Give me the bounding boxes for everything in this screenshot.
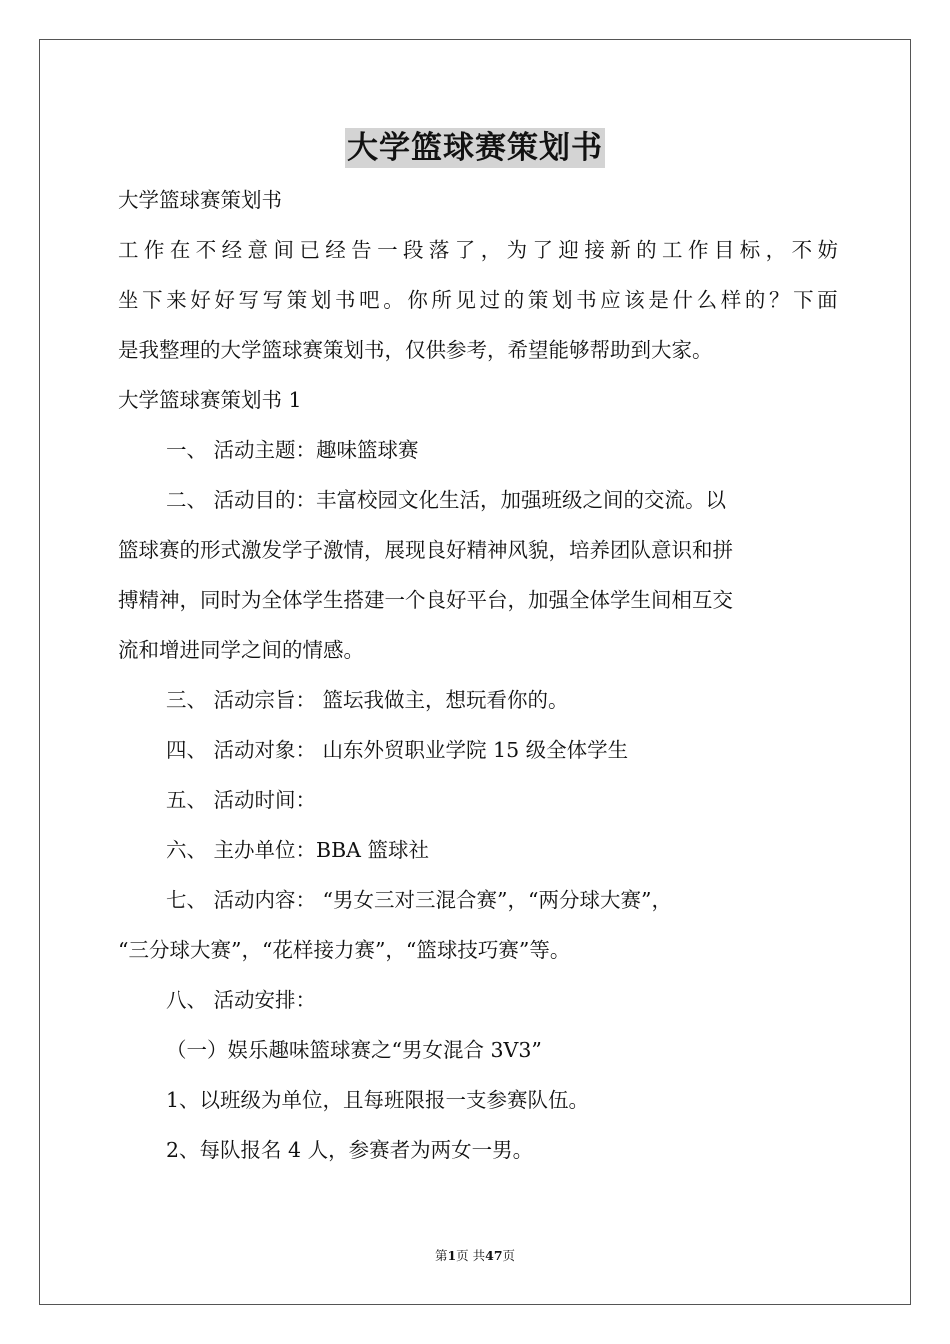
item-line: 一、 活动主题：趣味篮球赛: [166, 438, 419, 462]
paragraph-line: 篮球赛的形式激发学子激情，展现良好精神风貌，培养团队意识和拼: [118, 538, 733, 562]
item-line: 四、 活动对象： 山东外贸职业学院 15 级全体学生: [166, 738, 629, 762]
paragraph-line: 搏精神，同时为全体学生搭建一个良好平台，加强全体学生间相互交: [118, 588, 733, 612]
item-line: 二、 活动目的：丰富校园文化生活，加强班级之间的交流。以: [166, 488, 727, 512]
item-line: 1、以班级为单位，且每班限报一支参赛队伍。: [166, 1088, 590, 1112]
subsection-heading: （一）娱乐趣味篮球赛之“男女混合 3V3”: [166, 1038, 542, 1062]
item-line: 2、每队报名 4 人，参赛者为两女一男。: [166, 1138, 534, 1162]
item-line: 五、 活动时间：: [166, 788, 317, 812]
paragraph-line: 坐 下 来 好 好 写 写 策 划 书 吧 。 你 所 见 过 的 策 划 书 应 该 是 什 么 样 的 ？ 下 面: [118, 288, 838, 312]
item-line: 三、 活动宗旨： 篮坛我做主，想玩看你的。: [166, 688, 569, 712]
paragraph-line: 流和增进同学之间的情感。: [118, 638, 364, 662]
footer-middle: 页 共: [456, 1248, 486, 1263]
paragraph-line: 是我整理的大学篮球赛策划书，仅供参考，希望能够帮助到大家。: [118, 338, 713, 362]
section-heading: 大学篮球赛策划书 1: [118, 388, 302, 412]
item-line: 六、 主办单位：BBA 篮球社: [166, 838, 429, 862]
document-title: 大学篮球赛策划书: [347, 130, 603, 166]
footer-prefix: 第: [434, 1248, 448, 1263]
title-container: [0, 128, 950, 168]
paragraph-line: 工 作 在 不 经 意 间 已 经 告 一 段 落 了 ， 为 了 迎 接 新 的 工 作 目 标 ， 不 妨: [118, 238, 838, 262]
page-border: [39, 39, 911, 1305]
item-line: 八、 活动安排：: [166, 988, 317, 1012]
item-line: 七、 活动内容： “男女三对三混合赛”，“两分球大赛”，: [166, 888, 672, 912]
footer-suffix: 页: [502, 1248, 516, 1263]
page-footer: [0, 1248, 950, 1264]
subtitle-line: 大学篮球赛策划书: [118, 188, 282, 212]
footer-total-pages: 47: [485, 1248, 503, 1263]
footer-page-number: 1: [447, 1248, 457, 1263]
paragraph-line: “三分球大赛”，“花样接力赛”，“篮球技巧赛”等。: [118, 938, 571, 962]
